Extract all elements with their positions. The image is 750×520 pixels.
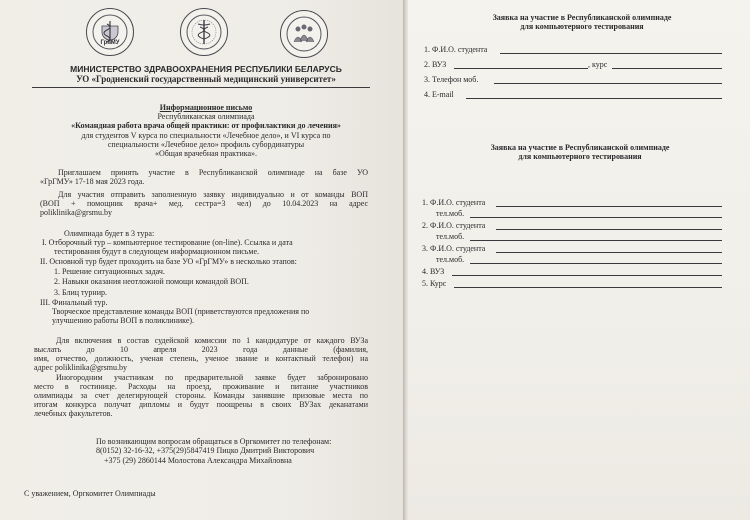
university-logo-emblem bbox=[86, 8, 134, 56]
stage-1: 1. Решение ситуационных задач. bbox=[54, 267, 165, 276]
form1-label-course: , курс bbox=[588, 60, 608, 69]
jury-line-1: Для включения в состав судейской комиссии по 1 кандидатуре от каждого ВУЗа bbox=[56, 336, 368, 345]
form2-student-1-field[interactable] bbox=[496, 206, 722, 207]
form1-title-line-1: Заявка на участие в Республиканской олимпиаде bbox=[492, 13, 672, 22]
contacts-phone-1: 8(0152) 32-16-32, +375(29)5847419 Пицко Дмитрий Викторович bbox=[96, 446, 315, 455]
contact-email: poliklinika@grsmu.by bbox=[40, 208, 113, 217]
tour-3: III. Финальный тур. bbox=[40, 298, 108, 307]
olympiad-topic: «Командная работа врача общей практики: от профилактики до лечения» bbox=[71, 121, 341, 130]
form1-phone-field[interactable] bbox=[494, 83, 722, 84]
form2-student-2-field[interactable] bbox=[496, 229, 722, 230]
tour-2: II. Основной тур будет проходить на базе УО «ГрГМУ» в несколько этапов: bbox=[40, 257, 297, 266]
form2-label-course: 5. Курс bbox=[422, 279, 447, 288]
form2-label-phone-2: тел.моб. bbox=[436, 232, 465, 241]
jury-line-2: выслать до 10 апреля 2023 года данные (фамилия, bbox=[34, 345, 368, 354]
ministry-header: МИНИСТЕРСТВО ЗДРАВООХРАНЕНИЯ РЕСПУБЛИКИ БЕЛАРУСЬ bbox=[70, 64, 342, 74]
form2-label-student-2: 2. Ф.И.О. студента bbox=[422, 221, 486, 230]
university-header: УО «Гродненский государственный медицинский университет» bbox=[76, 74, 336, 84]
people-group-icon bbox=[284, 14, 324, 54]
form1-university-field[interactable] bbox=[454, 68, 588, 69]
caduceus-icon bbox=[184, 12, 224, 52]
audience-line-3: «Общая врачебная практика». bbox=[154, 149, 258, 158]
form1-title-line-2: для компьютерного тестирования bbox=[520, 22, 644, 31]
logo-caption: ГрГМУ bbox=[100, 40, 120, 46]
form1-label-phone: 3. Телефон моб. bbox=[424, 75, 479, 84]
form2-label-phone-3: тел.моб. bbox=[436, 255, 465, 264]
stage-2: 2. Навыки оказания неотложной помощи командой ВОП. bbox=[54, 277, 249, 286]
creative-line-1: Творческое представление команды ВОП (приветствуются предложения по bbox=[52, 307, 310, 316]
form2-phone-2-field[interactable] bbox=[470, 240, 722, 241]
form2-student-3-field[interactable] bbox=[496, 252, 722, 253]
form2-label-phone-1: тел.моб. bbox=[436, 209, 465, 218]
hotel-line-1: Иногородним участникам по предварительной заявке будет забронировано bbox=[56, 373, 368, 382]
contacts-intro: По возникающим вопросам обращаться в Оргкомитет по телефонам: bbox=[96, 437, 332, 446]
hotel-line-4: итогам конкурса получат дипломы и будут поощрены в своих ВУЗах деканатами bbox=[34, 400, 368, 409]
form2-title-line-2: для компьютерного тестирования bbox=[518, 152, 642, 161]
hotel-line-5: лечебных факультетов. bbox=[34, 409, 113, 418]
form1-label-name: 1. Ф.И.О. студента bbox=[424, 45, 488, 54]
snake-staff-icon bbox=[90, 12, 130, 52]
jury-line-4: адрес poliklinika@grsmu.by bbox=[34, 363, 127, 372]
hotel-line-3: олимпиады за счет делегирующей стороны. Команды занявшие призовые места по bbox=[34, 391, 368, 400]
form2-label-university: 4. ВУЗ bbox=[422, 267, 445, 276]
form2-label-student-1: 1. Ф.И.О. студента bbox=[422, 198, 486, 207]
form2-phone-1-field[interactable] bbox=[470, 217, 722, 218]
signoff: С уважением, Оргкомитет Олимпиады bbox=[24, 489, 156, 498]
tour-1-line-1: I. Отборочный тур – компьютерное тестирование (on-line). Ссылка и дата bbox=[42, 238, 293, 247]
form1-label-university: 2. ВУЗ bbox=[424, 60, 447, 69]
form2-title-line-1: Заявка на участие в Республиканской олимпиаде bbox=[490, 143, 670, 152]
form1-name-field[interactable] bbox=[500, 53, 722, 54]
form2-label-student-3: 3. Ф.И.О. студента bbox=[422, 244, 486, 253]
apply-line-1: Для участия отправить заполненную заявку индивидуально и от команды ВОП bbox=[58, 190, 368, 199]
tour-1-line-2: тестирования будут в следующем информационном письме. bbox=[54, 247, 260, 256]
invite-line-2: «ГрГМУ» 17-18 мая 2023 года. bbox=[40, 177, 145, 186]
application-forms-page bbox=[408, 0, 750, 520]
audience-line-2: специальности «Лечебное дело» профиль субординатуры bbox=[107, 140, 305, 149]
form1-course-field[interactable] bbox=[612, 68, 722, 69]
apply-line-2: (ВОП + помощник врача+ мед. сестра=3 чел) до 10.04.2023 на адрес bbox=[40, 199, 368, 208]
invite-line-1: Приглашаем принять участие в Республиканской олимпиаде на базе УО bbox=[58, 168, 368, 177]
medical-faculty-emblem bbox=[180, 8, 228, 56]
tours-intro: Олимпиада будет в 3 тура: bbox=[64, 229, 155, 238]
form2-course-field[interactable] bbox=[454, 287, 722, 288]
hotel-line-2: место в гостинице. Расходы на проезд, проживание и питание участников bbox=[34, 382, 368, 391]
letter-title: Информационное письмо bbox=[159, 103, 253, 112]
form2-university-field[interactable] bbox=[452, 275, 722, 276]
olympiad-subtitle: Республиканская олимпиада bbox=[157, 112, 255, 121]
city-emblem bbox=[280, 10, 328, 58]
form1-email-field[interactable] bbox=[466, 98, 722, 99]
form2-phone-3-field[interactable] bbox=[470, 263, 722, 264]
header-divider bbox=[32, 87, 370, 88]
stage-3: 3. Блиц турнир. bbox=[54, 288, 107, 297]
form1-label-email: 4. E-mail bbox=[424, 90, 454, 99]
creative-line-2: улучшению работы ВОП в поликлинике). bbox=[52, 316, 195, 325]
jury-line-3: имя, отчество, должность, ученая степень, ученое звание и контактный телефон) на bbox=[34, 354, 368, 363]
contacts-phone-2: +375 (29) 2860144 Молостова Александра Михайловна bbox=[104, 456, 292, 465]
audience-line-1: для студентов V курса по специальности «Лечебное дело», и VI курса по bbox=[81, 131, 331, 140]
